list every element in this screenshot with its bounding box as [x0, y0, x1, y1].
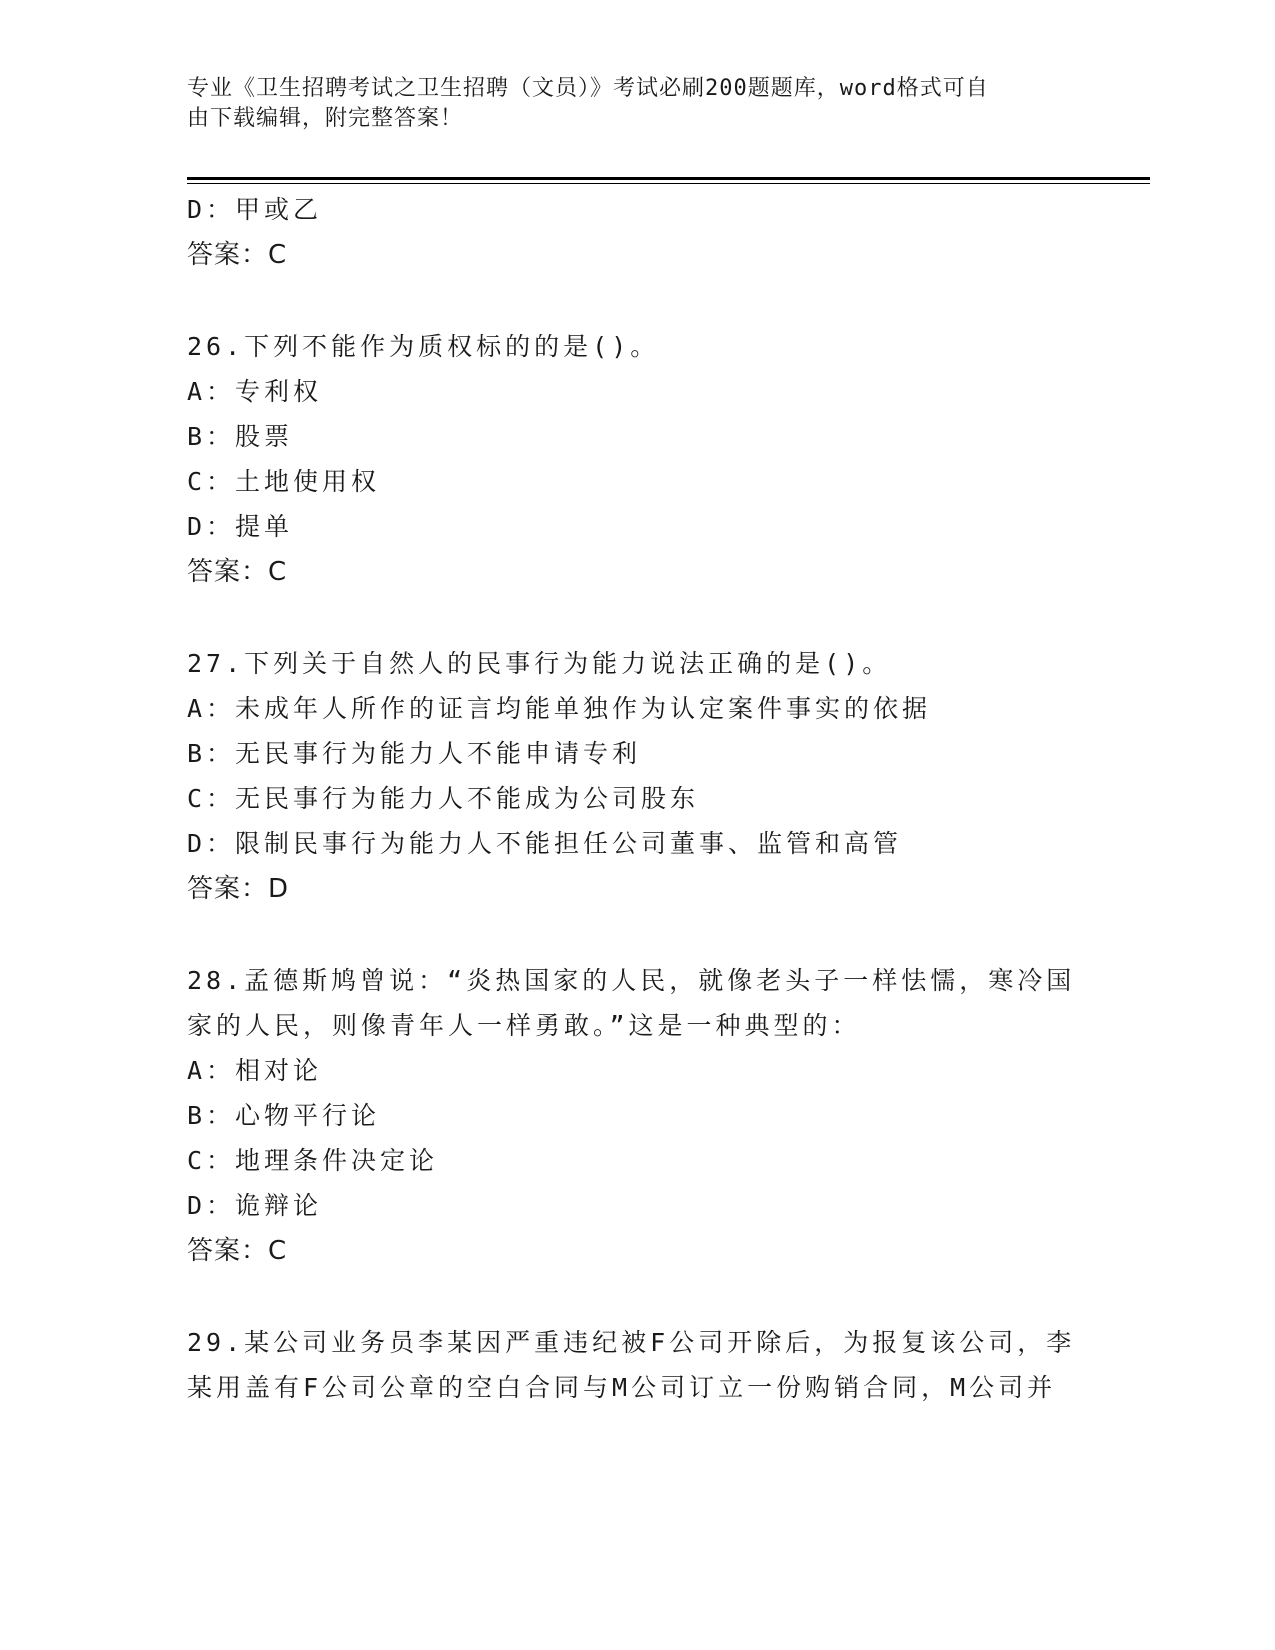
option-d: D：提单	[187, 512, 294, 541]
option-b: B：心物平行论	[187, 1101, 381, 1130]
option-c: C：土地使用权	[187, 467, 381, 496]
header-line-2: 由下载编辑，附完整答案！	[187, 106, 464, 131]
spacer	[187, 912, 1087, 958]
option-c: C：无民事行为能力人不能成为公司股东	[187, 784, 700, 813]
answer-line: 答案：D	[187, 874, 290, 904]
header-divider-thick	[187, 177, 1150, 180]
header-line-1: 专业《卫生招聘考试之卫生招聘（文员）》考试必刷200题题库，word格式可自	[187, 76, 989, 101]
spacer	[187, 595, 1087, 641]
option-b: B：股票	[187, 422, 294, 451]
option-d: D：限制民事行为能力人不能担任公司董事、监管和高管	[187, 829, 903, 858]
question-text-line-2: 家的人民，则像青年人一样勇敢。”这是一种典型的：	[187, 1011, 861, 1040]
option-b: B：无民事行为能力人不能申请专利	[187, 739, 642, 768]
option-c: C：地理条件决定论	[187, 1146, 439, 1175]
option-a: A：未成年人所作的证言均能单独作为认定案件事实的依据	[187, 694, 932, 723]
question-28	[187, 958, 1087, 1274]
header-divider-thin	[187, 183, 1150, 184]
document-header	[187, 74, 1087, 134]
question-text-line-1: 29.某公司业务员李某因严重违纪被F公司开除后，为报复该公司，李	[187, 1328, 1076, 1357]
question-29	[187, 1320, 1087, 1410]
answer-line: 答案：C	[187, 557, 288, 587]
question-text: 26.下列不能作为质权标的的是()。	[187, 332, 660, 361]
question-26	[187, 324, 1087, 595]
option-a: A：相对论	[187, 1056, 323, 1085]
option-d: D：甲或乙	[187, 195, 323, 224]
question-text: 27.下列关于自然人的民事行为能力说法正确的是()。	[187, 649, 892, 678]
question-text-line-2: 某用盖有F公司公章的空白合同与M公司订立一份购销合同，M公司并	[187, 1373, 1057, 1402]
answer-line: 答案：C	[187, 1236, 288, 1266]
spacer	[187, 1274, 1087, 1320]
answer-line: 答案：C	[187, 240, 288, 270]
option-d: D：诡辩论	[187, 1191, 323, 1220]
spacer	[187, 278, 1087, 324]
question-list	[187, 187, 1087, 1410]
option-a: A：专利权	[187, 377, 323, 406]
question-text-line-1: 28.孟德斯鸠曾说：“炎热国家的人民，就像老头子一样怯懦，寒冷国	[187, 966, 1076, 995]
question-27	[187, 641, 1087, 912]
